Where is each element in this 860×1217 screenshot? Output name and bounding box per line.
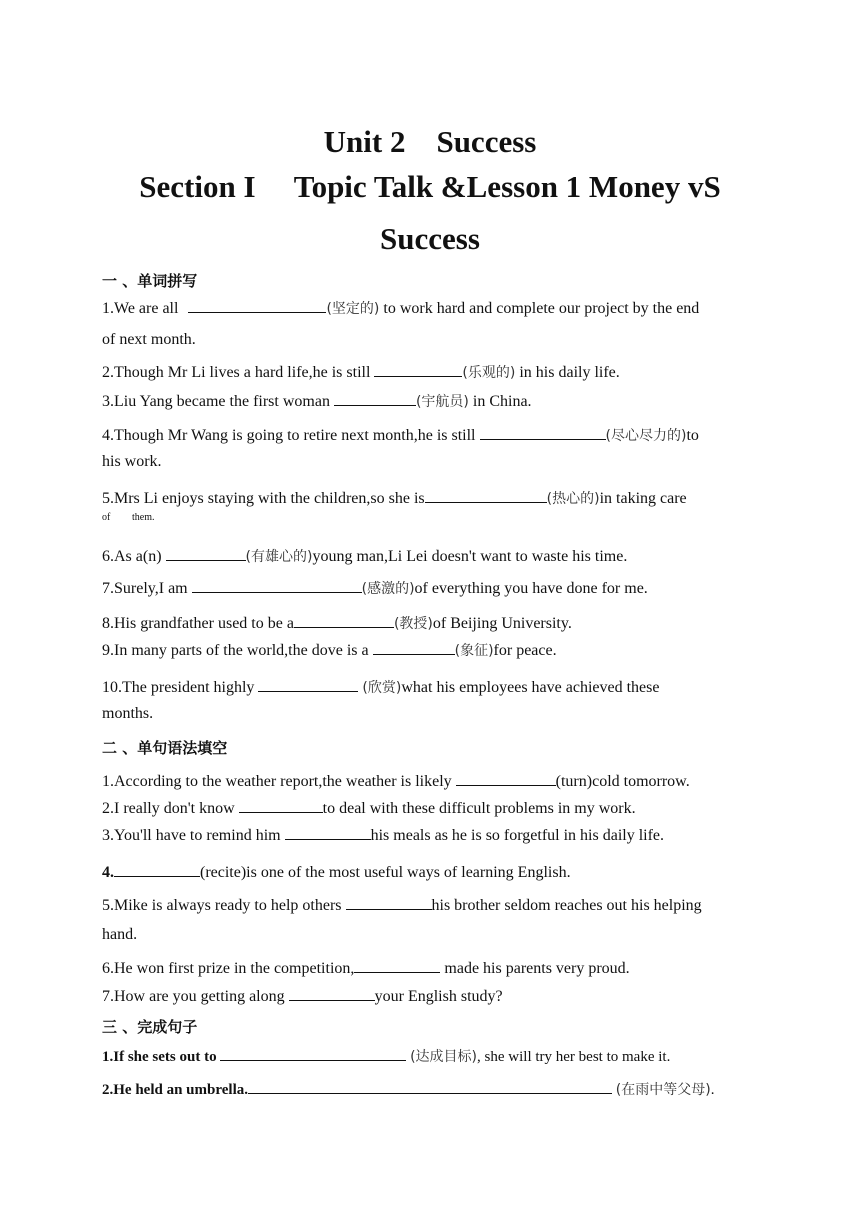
answer-blank[interactable] [480,425,606,440]
s1-question-10-cont: months. [102,705,154,722]
answer-blank[interactable] [220,1046,406,1061]
s2-question-6: 6.He won first prize in the competition, made his parents very proud. [102,960,630,977]
answer-blank[interactable] [188,298,326,313]
answer-blank[interactable] [425,488,547,503]
s1-question-6: 6.As a(n) (有雄心的)young man,Li Lei doesn't want to waste his time. [102,548,628,565]
section-title-continued: Success [380,221,480,256]
s1-question-5-them: them. [132,512,155,523]
s1-question-4-cont: his work. [102,453,162,470]
answer-blank[interactable] [285,825,371,840]
answer-blank[interactable] [192,578,362,593]
answer-blank[interactable] [456,771,556,786]
answer-blank[interactable] [258,677,358,692]
answer-blank[interactable] [374,362,462,377]
answer-blank[interactable] [373,640,455,655]
answer-blank[interactable] [114,862,200,877]
answer-blank[interactable] [239,798,323,813]
s1-question-3: 3.Liu Yang became the first woman (宇航员) in China. [102,393,532,410]
section1-heading: 一 、单词拼写 [102,272,198,290]
answer-blank[interactable] [289,986,375,1001]
s2-question-3: 3.You'll have to remind him his meals as he is so forgetful in his daily life. [102,827,665,844]
answer-blank[interactable] [334,391,416,406]
s1-question-7: 7.Surely,I am (感激的)of everything you have done for me. [102,580,648,597]
s1-question-1: 1.We are all (坚定的) to work hard and complete our project by the end [102,300,700,317]
s3-question-1: 1.If she sets out to (达成目标), she will try her best to make it. [102,1046,762,1067]
section2-heading: 二 、单句语法填空 [102,739,228,757]
s2-question-5-cont: hand. [102,926,138,943]
s2-question-5: 5.Mike is always ready to help others his brother seldom reaches out his helping [102,897,702,914]
answer-blank[interactable] [354,958,440,973]
s1-question-8: 8.His grandfather used to be a (教授)of Beijing University. [102,615,572,632]
section-title: Section I Topic Talk &Lesson 1 Money vS [139,169,721,204]
unit-title: Unit 2 Success [323,124,537,159]
s1-question-2: 2.Though Mr Li lives a hard life,he is still (乐观的) in his daily life. [102,364,620,381]
answer-blank[interactable] [346,895,432,910]
section3-heading: 三 、完成句子 [102,1018,198,1036]
answer-blank[interactable] [166,546,246,561]
s1-question-1-cont: of next month. [102,331,196,348]
s1-question-5-of: of [102,512,111,523]
s1-question-4: 4.Though Mr Wang is going to retire next month,he is still (尽心尽力的)to [102,427,699,444]
s1-question-5: 5.Mrs Li enjoys staying with the children,so she is (热心的)in taking care [102,490,687,507]
s1-question-10: 10.The president highly (欣赏)what his employees have achieved these [102,679,660,696]
answer-blank[interactable] [248,1079,612,1094]
answer-blank[interactable] [294,613,394,628]
s2-question-7: 7.How are you getting along your English study? [102,988,503,1005]
s2-question-1: 1.According to the weather report,the weather is likely (turn)cold tomorrow. [102,773,690,790]
s1-question-9: 9.In many parts of the world,the dove is a (象征)for peace. [102,642,557,659]
s2-question-4: 4. (recite)is one of the most useful ways of learning English. [102,864,571,881]
s2-question-2: 2.I really don't know to deal with these difficult problems in my work. [102,800,636,817]
s3-question-2: 2.He held an umbrella. (在雨中等父母). [102,1079,762,1100]
